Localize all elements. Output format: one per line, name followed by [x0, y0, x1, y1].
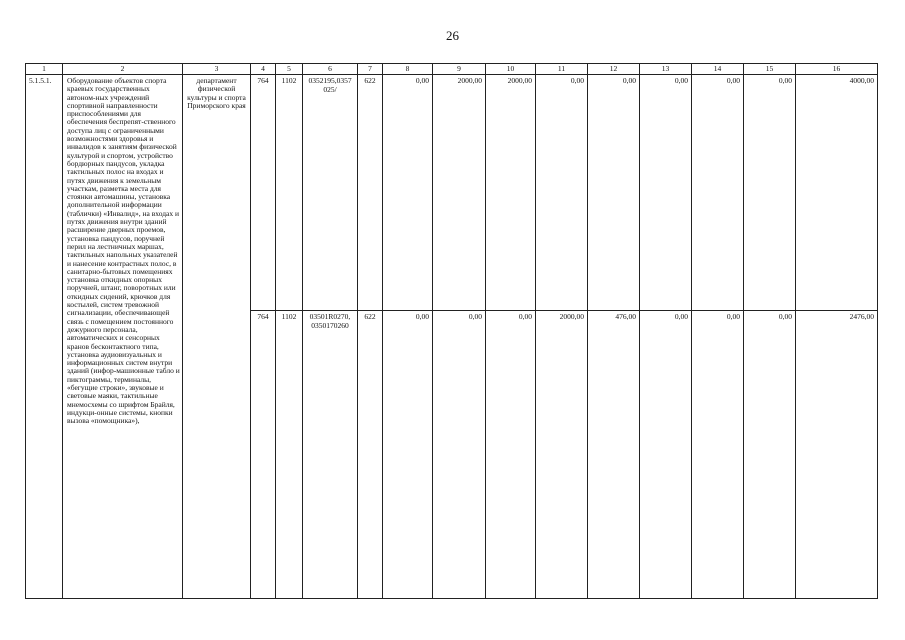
row-code: 5.1.5.1. [26, 75, 63, 599]
column-header-12: 12 [588, 64, 640, 75]
cell-c10: 2000,00 [486, 75, 536, 311]
column-header-2: 2 [63, 64, 183, 75]
column-header-7: 7 [358, 64, 383, 75]
cell-c16: 4000,00 [796, 75, 878, 311]
cell-c13: 0,00 [640, 311, 692, 599]
cell-c14: 0,00 [692, 311, 744, 599]
table-row [26, 75, 878, 311]
cell-c12: 476,00 [588, 311, 640, 599]
cell-c4: 764 [251, 75, 276, 311]
cell-c9: 0,00 [433, 311, 486, 599]
cell-c12: 0,00 [588, 75, 640, 311]
cell-c16: 2476,00 [796, 311, 878, 599]
column-header-5: 5 [276, 64, 303, 75]
column-header-4: 4 [251, 64, 276, 75]
column-header-6: 6 [303, 64, 358, 75]
cell-c15: 0,00 [744, 75, 796, 311]
cell-c7: 622 [358, 75, 383, 311]
cell-c8: 0,00 [383, 311, 433, 599]
cell-c14: 0,00 [692, 75, 744, 311]
cell-c6: 03501R0270, 0350170260 [303, 311, 358, 599]
cell-c9: 2000,00 [433, 75, 486, 311]
budget-table [25, 63, 878, 599]
column-header-1: 1 [26, 64, 63, 75]
cell-c10: 0,00 [486, 311, 536, 599]
cell-c5: 1102 [276, 311, 303, 599]
column-header-9: 9 [433, 64, 486, 75]
header-row [26, 64, 878, 75]
column-header-14: 14 [692, 64, 744, 75]
row-description: Оборудование объектов спорта краевых государственных автоном-ных учреждений спортивной направленности приспособлениями для обеспечения беспрепят-ственного доступа лиц с ограниченными возможностями здоровья и инвалидов к занятиям физической культурой и спортом, устройство бордюрных пандусов, укладка тактильных полос на входах и путях движения к земельным участкам, разметка места для стоянки автомашины, установка дополнительной информации (таблички) «Инвалид», на входах и путях движения внутри зданий расширение дверных проемов, установка пандусов, поручней перил на лестничных маршах, тактильных напольных указателей и нанесение контрастных полос, в санитарно-бытовых помещениях установка откидных опорных поручней, штанг, поворотных или откидных сидений, крючков для костылей, систем тревожной сигнализации, обеспечивающей связь с помещением постоянного дежурного персонала, автоматических и сенсорных кранов бесконтактного типа, установка аудиовизуальных и информационных систем внутри зданий (инфор-машионные табло и пиктограммы, терминалы, «бегущие строки», звуковые и световые маяки, тактильные мнемосхемы со шрифтом Брайля, индукци-онные системы, кнопки вызова «помощника»), [63, 75, 183, 599]
row-organization: департамент физической культуры и спорта Приморского края [183, 75, 251, 599]
column-header-3: 3 [183, 64, 251, 75]
cell-c8: 0,00 [383, 75, 433, 311]
cell-c6: 0352195,0357 025/ [303, 75, 358, 311]
column-header-8: 8 [383, 64, 433, 75]
cell-c13: 0,00 [640, 75, 692, 311]
cell-c15: 0,00 [744, 311, 796, 599]
cell-c4: 764 [251, 311, 276, 599]
cell-c7: 622 [358, 311, 383, 599]
cell-c11: 0,00 [536, 75, 588, 311]
column-header-15: 15 [744, 64, 796, 75]
column-header-13: 13 [640, 64, 692, 75]
column-header-10: 10 [486, 64, 536, 75]
column-header-16: 16 [796, 64, 878, 75]
page-number: 26 [446, 28, 459, 43]
column-header-11: 11 [536, 64, 588, 75]
cell-c11: 2000,00 [536, 311, 588, 599]
cell-c5: 1102 [276, 75, 303, 311]
